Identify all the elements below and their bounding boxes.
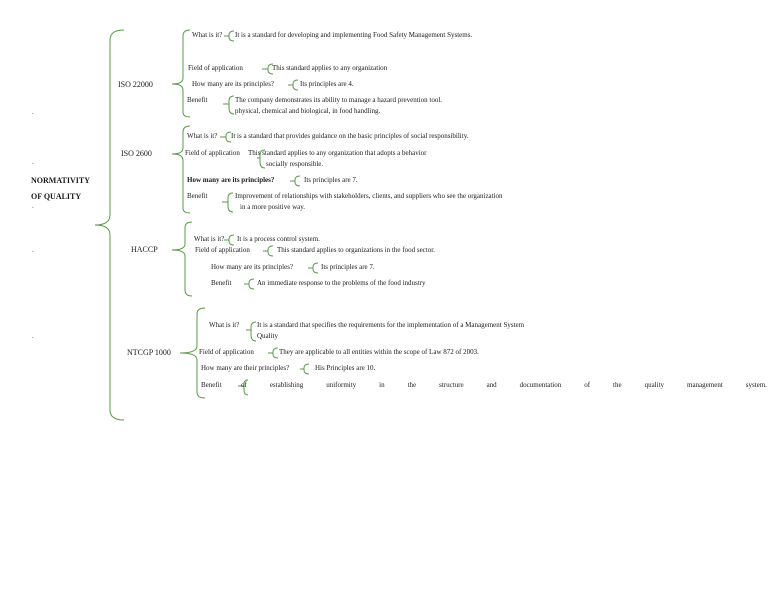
benefit-word: in xyxy=(379,381,385,389)
iso2600-field-line2: socially responsible. xyxy=(266,160,324,168)
haccp-benefit-value: An immediate response to the problems of the food industry xyxy=(257,279,426,287)
benefit-word: management xyxy=(687,381,723,389)
haccp-principles-label: How many are its principles? xyxy=(211,263,294,271)
iso2600-benefit-line2: in a more positive way. xyxy=(240,203,306,211)
ntcgp-benefit-label: Benefit xyxy=(201,381,222,389)
iso2600-what-value: It is a standard that provides guidance on the basic principles of social responsibility. xyxy=(231,132,469,140)
root-title-line2: OF QUALITY xyxy=(31,192,82,201)
benefit-word: uniformity xyxy=(326,381,357,389)
benefit-word: and xyxy=(486,381,497,389)
iso22000-benefit-label: Benefit xyxy=(187,96,208,104)
iso2600-field-line1: This standard applies to any organization that adopts a behavior xyxy=(248,149,427,157)
dot-marker: . xyxy=(32,158,34,166)
iso22000-what-label: What is it? xyxy=(192,31,223,39)
dot-marker: . xyxy=(32,246,34,254)
iso2600-principles-value: Its principles are 7. xyxy=(304,176,358,184)
ntcgp-what-line1: It is a standard that specifies the requirements for the implementation of a Management System xyxy=(257,321,525,329)
benefit-word: documentation xyxy=(519,381,562,389)
iso22000-principles-label: How many are its principles? xyxy=(192,80,275,88)
ntcgp-field-value: They are applicable to all entities within the scope of Law 872 of 2003. xyxy=(279,348,479,356)
ntcgp-what-label: What is it? xyxy=(209,321,240,329)
iso2600-principles-label: How many are its principles? xyxy=(187,176,275,184)
iso22000-benefit-line2: physical, chemical and biological, in food handling. xyxy=(235,107,381,115)
haccp-principles-value: Its principles are 7. xyxy=(321,263,375,271)
benefit-word: system. xyxy=(745,381,767,389)
benefit-word: quality xyxy=(644,381,665,389)
ntcgp-benefit-value xyxy=(241,382,767,390)
root-title-line1: NORMATIVITY xyxy=(31,176,90,185)
iso22000-principles-value: Its principles are 4. xyxy=(300,80,354,88)
haccp-what-value: It is a process control system. xyxy=(237,235,320,243)
iso2600-benefit-label: Benefit xyxy=(187,192,208,200)
benefit-word: of xyxy=(241,381,247,389)
haccp-node: HACCP xyxy=(131,245,158,254)
iso22000-field-label: Field of application xyxy=(188,64,243,72)
benefit-word: of xyxy=(584,381,591,389)
iso2600-what-label: What is it? xyxy=(187,132,218,140)
haccp-brace xyxy=(172,222,192,296)
iso22000-benefit-line1: The company demonstrates its ability to manage a hazard prevention tool. xyxy=(235,96,443,104)
ntcgp-field-label: Field of application xyxy=(199,348,254,356)
benefit-word: structure xyxy=(439,381,464,389)
ntcgp-what-line2: Quality xyxy=(257,332,278,340)
iso2600-node: ISO 2600 xyxy=(121,149,152,158)
benefit-word: the xyxy=(407,381,417,389)
iso2600-benefit-line1: Improvement of relationships with stakeholders, clients, and suppliers who see the organization xyxy=(235,192,503,200)
haccp-field-label: Field of application xyxy=(195,246,250,254)
iso2600-field-label: Field of application xyxy=(185,149,240,157)
dot-marker: . xyxy=(32,202,34,210)
iso22000-what-value: It is a standard for developing and implementing Food Safety Management Systems. xyxy=(235,31,473,39)
ntcgp-principles-label: How many are their principles? xyxy=(201,364,290,372)
haccp-field-value: This standard applies to organizations in the food sector. xyxy=(277,246,435,254)
dot-marker: . xyxy=(32,108,34,116)
haccp-what-label: What is it? xyxy=(194,235,225,243)
iso22000-node: ISO 22000 xyxy=(118,80,153,89)
benefit-word: establishing xyxy=(269,381,304,389)
haccp-benefit-label: Benefit xyxy=(211,279,232,287)
ntcgp-node: NTCGP 1000 xyxy=(127,348,171,357)
benefit-word: the xyxy=(613,381,622,389)
iso22000-field-value: This standard applies to any organization xyxy=(272,64,388,72)
dot-marker: . xyxy=(32,332,34,340)
ntcgp-principles-value: His Principles are 10. xyxy=(315,364,376,372)
